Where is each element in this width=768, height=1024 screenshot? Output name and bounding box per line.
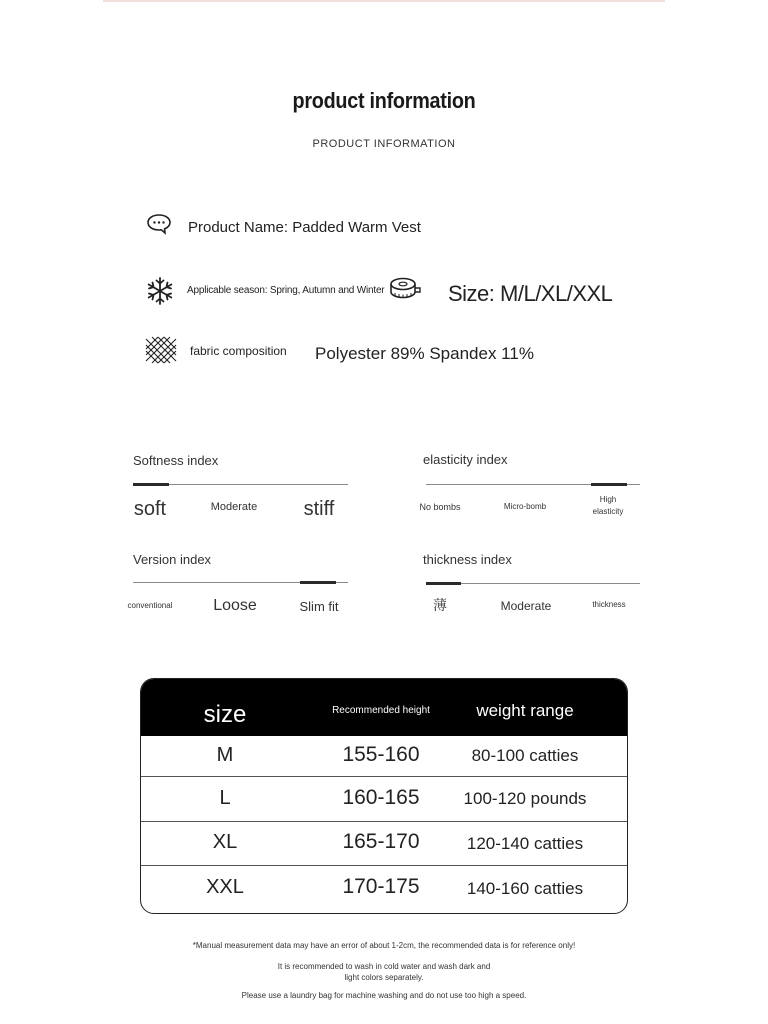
row-height: 170-175	[342, 875, 420, 898]
elasticity-label-micro-bomb: Micro-bomb	[503, 502, 547, 511]
elasticity-marker	[591, 483, 627, 486]
fabric-value: Polyester 89% Spandex 11%	[315, 344, 534, 363]
note-measurement: *Manual measurement data may have an error of about 1-2cm, the recommended data is for reference only!	[192, 941, 576, 950]
thickness-label-thickness: thickness	[592, 600, 626, 609]
row-height: 155-160	[342, 743, 420, 766]
softness-marker	[133, 483, 169, 486]
size-table	[140, 678, 628, 914]
row-weight: 140-160 catties	[466, 879, 584, 898]
row-size: L	[219, 787, 231, 809]
thickness-index-title: thickness index	[423, 552, 512, 567]
note-wash-line1: It is recommended to wash in cold water and wash dark and	[277, 962, 491, 971]
version-label-slim-fit: Slim fit	[299, 599, 339, 614]
version-label-loose: Loose	[213, 597, 257, 614]
elasticity-label-no-bombs: No bombs	[419, 502, 461, 512]
table-row	[141, 776, 627, 821]
version-index-title: Version index	[133, 552, 212, 567]
softness-label-soft: soft	[133, 498, 167, 520]
thickness-label-thin: 薄	[433, 597, 447, 613]
row-weight: 100-120 pounds	[463, 789, 587, 808]
note-wash-line2: light colors separately.	[344, 973, 424, 982]
top-divider	[103, 0, 665, 2]
row-size: M	[216, 744, 234, 766]
fabric-label: fabric composition	[190, 344, 287, 358]
tape-measure-icon	[389, 276, 421, 302]
softness-label-stiff: stiff	[303, 498, 335, 520]
row-weight: 120-140 catties	[466, 834, 584, 853]
softness-index-title: Softness index	[133, 453, 219, 468]
row-size: XL	[212, 831, 238, 853]
table-row	[141, 821, 627, 865]
softness-label-moderate: Moderate	[210, 501, 258, 513]
thickness-marker	[426, 582, 461, 585]
size-table-header	[141, 679, 627, 736]
season-text: Applicable season: Spring, Autumn and Winter	[187, 285, 385, 296]
row-height: 160-165	[342, 786, 420, 809]
size-text: Size: M/L/XL/XXL	[448, 281, 613, 306]
row-height: 165-170	[342, 830, 420, 853]
version-marker	[300, 581, 336, 584]
note-laundry-bag: Please use a laundry bag for machine washing and do not use too high a speed.	[241, 991, 527, 1000]
version-label-conventional: conventional	[127, 601, 173, 610]
header-recommended-height: Recommended height	[332, 705, 430, 716]
row-weight: 80-100 catties	[471, 746, 579, 765]
speech-bubble-icon	[146, 212, 172, 236]
row-size: XXL	[206, 876, 244, 898]
elasticity-index-title: elasticity index	[423, 452, 508, 467]
elasticity-label-high: High elasticity	[592, 495, 624, 516]
table-row	[141, 865, 627, 913]
fabric-weave-icon	[144, 335, 178, 365]
page-subtitle: PRODUCT INFORMATION	[312, 138, 456, 150]
product-name: Product Name: Padded Warm Vest	[188, 219, 421, 236]
header-weight-range: weight range	[476, 701, 574, 720]
thickness-label-moderate: Moderate	[500, 599, 552, 613]
header-size: size	[203, 701, 247, 728]
table-row	[141, 736, 627, 776]
snowflake-icon	[145, 276, 175, 306]
page-title: product information	[292, 88, 476, 113]
